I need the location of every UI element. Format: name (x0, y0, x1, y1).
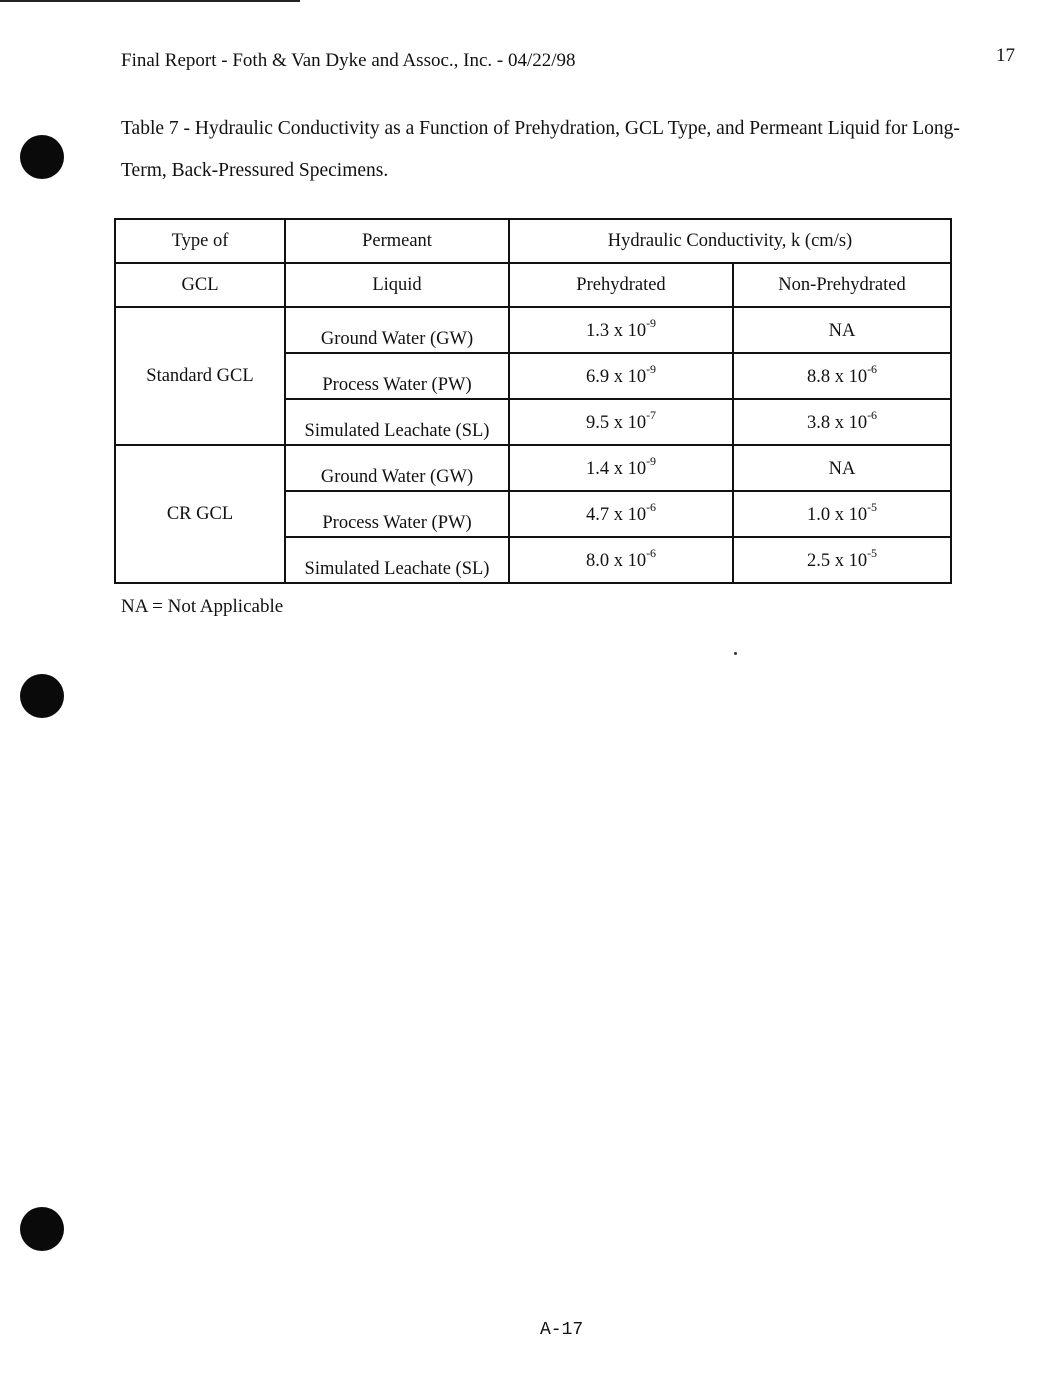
prehydrated-value: 1.4 x $10^{-9}$ (509, 445, 733, 491)
prehydrated-value: 1.3 x $10^{-9}$ (509, 307, 733, 353)
gcl-type-cell: Standard GCL (115, 307, 285, 445)
table-caption: Table 7 - Hydraulic Conductivity as a Function of Prehydration, GCL Type, and Permeant Liquid for Long-Term, Back-Pressured Specimens. (121, 118, 960, 181)
non-prehydrated-value: 2.5 x $10^{-5}$ (733, 537, 951, 583)
header-permeant: Permeant (285, 219, 509, 263)
prehydrated-value: 9.5 x $10^{-7}$ (509, 399, 733, 445)
non-prehydrated-value: 1.0 x $10^{-5}$ (733, 491, 951, 537)
footer-page-label: A-17 (540, 1320, 584, 1340)
liquid-cell: Process Water (PW) (285, 491, 509, 537)
header-prehydrated: Prehydrated (509, 263, 733, 307)
liquid-cell: Simulated Leachate (SL) (285, 399, 509, 445)
header-row-2 (115, 263, 951, 307)
top-rule (0, 0, 300, 2)
table-row (115, 307, 951, 353)
gcl-type-cell: CR GCL (115, 445, 285, 583)
hydraulic-conductivity-table (114, 218, 952, 584)
report-header: Final Report - Foth & Van Dyke and Assoc., Inc. - 04/22/98 (121, 50, 576, 71)
header-liquid: Liquid (285, 263, 509, 307)
punch-hole-top (20, 135, 64, 179)
non-prehydrated-value: NA (733, 445, 951, 491)
prehydrated-value: 8.0 x $10^{-6}$ (509, 537, 733, 583)
liquid-cell: Ground Water (GW) (285, 445, 509, 491)
prehydrated-value: 6.9 x $10^{-9}$ (509, 353, 733, 399)
liquid-cell: Process Water (PW) (285, 353, 509, 399)
header-row-1 (115, 219, 951, 263)
header-type-of: Type of (115, 219, 285, 263)
non-prehydrated-value: NA (733, 307, 951, 353)
liquid-cell: Simulated Leachate (SL) (285, 537, 509, 583)
page-number: 17 (996, 45, 1015, 66)
liquid-cell: Ground Water (GW) (285, 307, 509, 353)
table-row (115, 445, 951, 491)
prehydrated-value: 4.7 x $10^{-6}$ (509, 491, 733, 537)
punch-hole-middle (20, 674, 64, 718)
punch-hole-bottom (20, 1207, 64, 1251)
header-hydraulic-conductivity: Hydraulic Conductivity, k (cm/s) (509, 219, 951, 263)
header-non-prehydrated: Non-Prehydrated (733, 263, 951, 307)
header-gcl: GCL (115, 263, 285, 307)
stray-dot (734, 652, 737, 655)
footnote: NA = Not Applicable (121, 596, 284, 617)
non-prehydrated-value: 8.8 x $10^{-6}$ (733, 353, 951, 399)
non-prehydrated-value: 3.8 x $10^{-6}$ (733, 399, 951, 445)
